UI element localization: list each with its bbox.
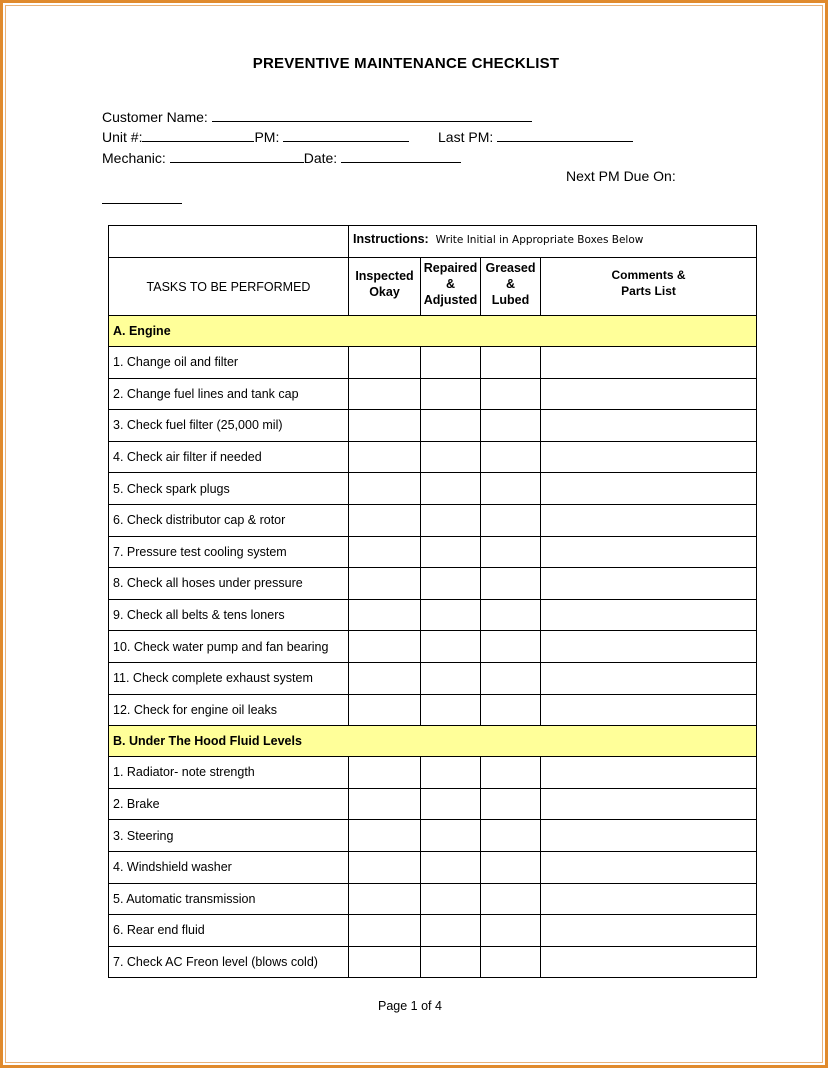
repaired-adjusted-cell[interactable] — [421, 473, 481, 505]
task-row — [109, 631, 757, 663]
task-label: 9. Check all belts & tens loners — [109, 599, 349, 631]
comments-cell[interactable] — [541, 631, 757, 663]
checklist-table — [108, 225, 757, 978]
greased-lubed-cell[interactable] — [481, 694, 541, 726]
repaired-adjusted-cell[interactable] — [421, 378, 481, 410]
task-label: 5. Check spark plugs — [109, 473, 349, 505]
pm-line[interactable] — [283, 127, 409, 142]
date-label: Date: — [303, 150, 338, 166]
comments-cell[interactable] — [541, 410, 757, 442]
repaired-adjusted-cell[interactable] — [421, 347, 481, 379]
repaired-adjusted-cell[interactable] — [421, 757, 481, 789]
comments-parts-header — [541, 258, 757, 316]
task-label: 3. Steering — [109, 820, 349, 852]
comments-cell[interactable] — [541, 378, 757, 410]
section-header-row — [109, 316, 757, 347]
instructions-text: Write Initial in Appropriate Boxes Below — [435, 234, 644, 246]
task-label: 7. Check AC Freon level (blows cold) — [109, 946, 349, 978]
mechanic-field — [102, 148, 461, 166]
comments-cell[interactable] — [541, 599, 757, 631]
last-pm-line[interactable] — [497, 127, 633, 142]
inspected-okay-cell[interactable] — [349, 915, 421, 947]
task-label: 4. Windshield washer — [109, 851, 349, 883]
greased-header-line-1: Greased — [485, 261, 536, 275]
inspected-okay-cell[interactable] — [349, 946, 421, 978]
inspected-okay-cell[interactable] — [349, 473, 421, 505]
inspected-okay-cell[interactable] — [349, 504, 421, 536]
repaired-header-line-2: & — [445, 277, 456, 291]
instructions-row — [109, 226, 757, 258]
greased-lubed-cell[interactable] — [481, 378, 541, 410]
greased-lubed-cell[interactable] — [481, 631, 541, 663]
inspected-okay-cell[interactable] — [349, 631, 421, 663]
greased-lubed-cell[interactable] — [481, 820, 541, 852]
inspected-header-line-1: Inspected — [355, 269, 414, 283]
task-label: 1. Change oil and filter — [109, 347, 349, 379]
task-label: 6. Rear end fluid — [109, 915, 349, 947]
repaired-adjusted-header — [421, 258, 481, 316]
comments-cell[interactable] — [541, 851, 757, 883]
inspected-okay-cell[interactable] — [349, 820, 421, 852]
repaired-adjusted-cell[interactable] — [421, 694, 481, 726]
greased-lubed-cell[interactable] — [481, 915, 541, 947]
next-pm-field — [102, 189, 182, 207]
next-pm-label: Next PM Due On: — [566, 168, 676, 184]
section-title: B. Under The Hood Fluid Levels — [109, 726, 757, 757]
comments-cell[interactable] — [541, 568, 757, 600]
task-label: 7. Pressure test cooling system — [109, 536, 349, 568]
task-label: 4. Check air filter if needed — [109, 441, 349, 473]
comments-cell[interactable] — [541, 662, 757, 694]
task-row — [109, 378, 757, 410]
repaired-adjusted-cell[interactable] — [421, 820, 481, 852]
greased-lubed-cell[interactable] — [481, 662, 541, 694]
greased-header-line-3: Lubed — [491, 293, 530, 307]
greased-lubed-cell[interactable] — [481, 347, 541, 379]
checklist-body — [109, 316, 757, 978]
greased-lubed-cell[interactable] — [481, 883, 541, 915]
inspected-okay-cell[interactable] — [349, 347, 421, 379]
section-title: A. Engine — [109, 316, 757, 347]
customer-name-field — [102, 107, 532, 125]
section-header-row — [109, 726, 757, 757]
task-label: 6. Check distributor cap & rotor — [109, 504, 349, 536]
greased-lubed-cell[interactable] — [481, 757, 541, 789]
comments-cell[interactable] — [541, 441, 757, 473]
task-row — [109, 851, 757, 883]
task-row — [109, 820, 757, 852]
repaired-adjusted-cell[interactable] — [421, 441, 481, 473]
task-label: 12. Check for engine oil leaks — [109, 694, 349, 726]
task-row — [109, 347, 757, 379]
greased-lubed-cell[interactable] — [481, 568, 541, 600]
task-row — [109, 915, 757, 947]
greased-lubed-cell[interactable] — [481, 599, 541, 631]
inspected-okay-cell[interactable] — [349, 851, 421, 883]
task-label: 10. Check water pump and fan bearing — [109, 631, 349, 663]
inspected-okay-cell[interactable] — [349, 883, 421, 915]
task-label: 8. Check all hoses under pressure — [109, 568, 349, 600]
task-row — [109, 441, 757, 473]
task-label: 1. Radiator- note strength — [109, 757, 349, 789]
task-row — [109, 757, 757, 789]
greased-lubed-cell[interactable] — [481, 473, 541, 505]
comments-cell[interactable] — [541, 757, 757, 789]
comments-cell[interactable] — [541, 915, 757, 947]
task-row — [109, 599, 757, 631]
inspected-okay-cell[interactable] — [349, 788, 421, 820]
last-pm-label: Last PM: — [438, 129, 494, 145]
date-line[interactable] — [341, 148, 461, 163]
comments-cell[interactable] — [541, 347, 757, 379]
task-row — [109, 473, 757, 505]
customer-name-line[interactable] — [212, 107, 532, 122]
inspected-okay-cell[interactable] — [349, 568, 421, 600]
repaired-header-line-3: Adjusted — [423, 293, 478, 307]
inspected-okay-cell[interactable] — [349, 599, 421, 631]
repaired-adjusted-cell[interactable] — [421, 536, 481, 568]
task-row — [109, 536, 757, 568]
greased-lubed-cell[interactable] — [481, 851, 541, 883]
unit-label: Unit #: — [102, 129, 143, 145]
repaired-adjusted-cell[interactable] — [421, 599, 481, 631]
customer-name-label: Customer Name: — [102, 109, 208, 125]
inspected-okay-cell[interactable] — [349, 441, 421, 473]
comments-header-line-1: Comments & — [611, 268, 686, 282]
inspected-okay-cell[interactable] — [349, 378, 421, 410]
repaired-adjusted-cell[interactable] — [421, 662, 481, 694]
repaired-adjusted-cell[interactable] — [421, 883, 481, 915]
comments-header-line-2: Parts List — [621, 284, 676, 298]
comments-cell[interactable] — [541, 820, 757, 852]
task-row — [109, 662, 757, 694]
task-row — [109, 504, 757, 536]
inspected-header-line-2: Okay — [369, 285, 400, 299]
task-label: 2. Change fuel lines and tank cap — [109, 378, 349, 410]
blank-header-cell — [109, 226, 349, 258]
document-title: PREVENTIVE MAINTENANCE CHECKLIST — [252, 55, 560, 72]
repaired-adjusted-cell[interactable] — [421, 851, 481, 883]
comments-cell[interactable] — [541, 694, 757, 726]
column-header-row — [109, 258, 757, 316]
task-row — [109, 946, 757, 978]
repaired-adjusted-cell[interactable] — [421, 915, 481, 947]
greased-lubed-header — [481, 258, 541, 316]
comments-cell[interactable] — [541, 788, 757, 820]
greased-lubed-cell[interactable] — [481, 946, 541, 978]
inspected-okay-cell[interactable] — [349, 410, 421, 442]
greased-header-line-2: & — [505, 277, 516, 291]
task-row — [109, 883, 757, 915]
task-label: 11. Check complete exhaust system — [109, 662, 349, 694]
repaired-adjusted-cell[interactable] — [421, 504, 481, 536]
unit-field — [102, 127, 409, 145]
page-number: Page 1 of 4 — [378, 999, 442, 1013]
greased-lubed-cell[interactable] — [481, 410, 541, 442]
instructions-label: Instructions: — [353, 232, 429, 246]
last-pm-field — [438, 127, 633, 145]
greased-lubed-cell[interactable] — [481, 788, 541, 820]
inspected-okay-cell[interactable] — [349, 694, 421, 726]
next-pm-line[interactable] — [102, 189, 182, 204]
unit-line[interactable] — [142, 127, 254, 142]
instructions-cell — [349, 226, 757, 258]
repaired-adjusted-cell[interactable] — [421, 410, 481, 442]
comments-cell[interactable] — [541, 504, 757, 536]
inspected-okay-cell[interactable] — [349, 536, 421, 568]
greased-lubed-cell[interactable] — [481, 441, 541, 473]
repaired-adjusted-cell[interactable] — [421, 946, 481, 978]
task-row — [109, 788, 757, 820]
tasks-header: TASKS TO BE PERFORMED — [109, 258, 349, 316]
task-label: 5. Automatic transmission — [109, 883, 349, 915]
task-label: 3. Check fuel filter (25,000 mil) — [109, 410, 349, 442]
mechanic-label: Mechanic: — [102, 150, 166, 166]
comments-cell[interactable] — [541, 536, 757, 568]
repaired-adjusted-cell[interactable] — [421, 568, 481, 600]
greased-lubed-cell[interactable] — [481, 504, 541, 536]
greased-lubed-cell[interactable] — [481, 536, 541, 568]
inspected-okay-cell[interactable] — [349, 757, 421, 789]
task-label: 2. Brake — [109, 788, 349, 820]
comments-cell[interactable] — [541, 946, 757, 978]
task-row — [109, 410, 757, 442]
repaired-adjusted-cell[interactable] — [421, 788, 481, 820]
repaired-header-line-1: Repaired — [423, 261, 478, 275]
comments-cell[interactable] — [541, 883, 757, 915]
task-row — [109, 694, 757, 726]
mechanic-line[interactable] — [170, 148, 304, 163]
comments-cell[interactable] — [541, 473, 757, 505]
pm-label: PM: — [254, 129, 280, 145]
task-row — [109, 568, 757, 600]
repaired-adjusted-cell[interactable] — [421, 631, 481, 663]
inspected-okay-header — [349, 258, 421, 316]
inspected-okay-cell[interactable] — [349, 662, 421, 694]
